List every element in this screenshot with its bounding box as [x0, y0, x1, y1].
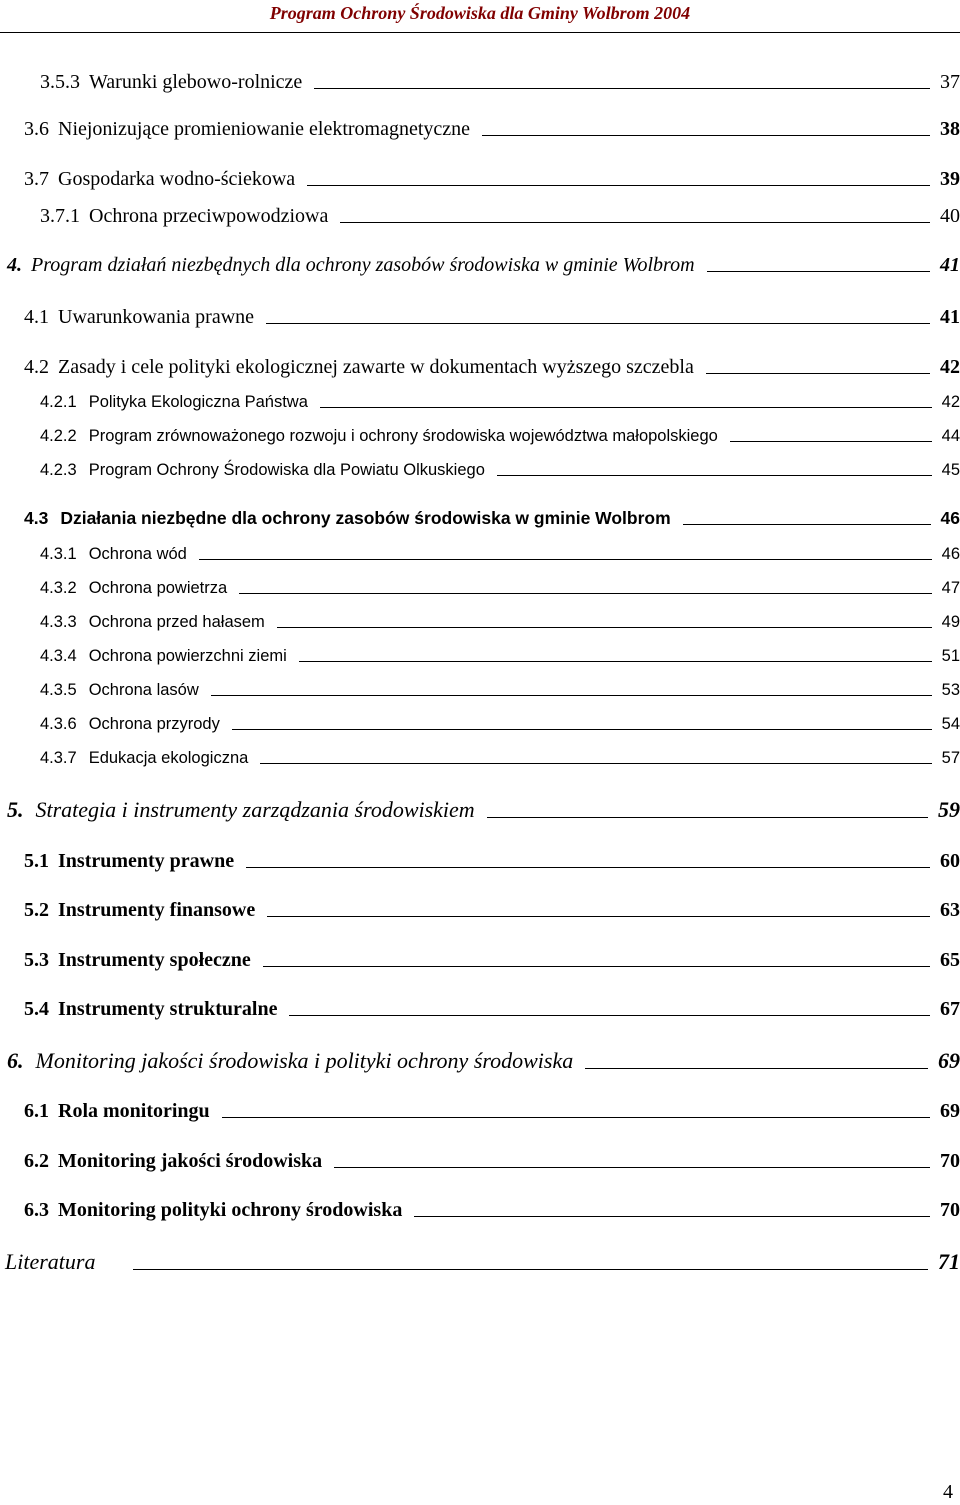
toc-entry[interactable]: [24, 851, 960, 871]
toc-entry[interactable]: [40, 394, 960, 411]
toc-leader-line: [260, 763, 931, 764]
toc-entry-number: 5.2: [24, 899, 49, 921]
toc-chapter-entry[interactable]: [7, 255, 960, 275]
toc-leader-line: [314, 88, 930, 89]
toc-entry-number: 3.5.3: [40, 71, 80, 93]
toc-entry-title: Instrumenty społeczne: [58, 949, 251, 971]
toc-entry-number: 4.3.4: [40, 647, 77, 665]
document-header-title: Program Ochrony Środowiska dla Gminy Wolbrom 2004: [269, 3, 691, 23]
toc-entry-title: Instrumenty prawne: [58, 850, 235, 872]
toc-entry[interactable]: [40, 462, 960, 479]
toc-entry-title: Ochrona powierzchni ziemi: [88, 647, 287, 665]
toc-entry-title: Warunki glebowo-rolnicze: [89, 71, 303, 93]
toc-leader-line: [340, 222, 930, 223]
toc-leader-line: [263, 966, 930, 967]
toc-entry-page: 69: [940, 1100, 960, 1122]
toc-entry-number: 6.2: [24, 1150, 49, 1172]
toc-entry-number: 4.2.3: [40, 461, 77, 479]
toc-entry-title: Działania niezbędne dla ochrony zasobów środowiska w gminie Wolbrom: [60, 508, 671, 528]
toc-entry-page: 39: [940, 168, 960, 190]
toc-entry-page: 40: [940, 205, 960, 227]
toc-leader-line: [487, 817, 928, 818]
toc-leader-line: [334, 1167, 930, 1168]
toc-entry-page: 38: [940, 118, 960, 140]
toc-entry-number: 5.1: [24, 850, 49, 872]
toc-entry-number: 4.: [7, 254, 22, 276]
header-divider: [0, 32, 960, 33]
toc-bibliography-entry[interactable]: [5, 1251, 960, 1273]
toc-leader-line: [683, 524, 931, 525]
toc-entry-number: 3.6: [24, 118, 49, 140]
toc-entry-page: 37: [940, 71, 960, 93]
toc-leader-line: [320, 407, 932, 408]
toc-leader-line: [246, 867, 930, 868]
toc-entry-page: 59: [938, 797, 960, 822]
toc-entry[interactable]: [40, 648, 960, 665]
toc-entry-title: Literatura: [5, 1249, 96, 1274]
toc-entry-title: Ochrona przyrody: [88, 715, 220, 733]
toc-leader-line: [232, 729, 932, 730]
toc-leader-line: [289, 1015, 930, 1016]
toc-entry-page: 45: [941, 461, 960, 479]
toc-chapter-entry[interactable]: [7, 1050, 960, 1072]
toc-entry-page: 46: [940, 508, 960, 528]
toc-entry-title: Zasady i cele polityki ekologicznej zawarte w dokumentach wyższego szczebla: [58, 356, 694, 378]
toc-entry[interactable]: [40, 750, 960, 767]
toc-entry[interactable]: [24, 999, 960, 1019]
toc-leader-line: [211, 695, 932, 696]
toc-entry-number: 5.3: [24, 949, 49, 971]
toc-entry-number: 4.2: [24, 356, 49, 378]
toc-entry-title: Instrumenty strukturalne: [58, 998, 278, 1020]
toc-entry-title: Ochrona lasów: [88, 681, 199, 699]
toc-entry-number: 3.7.1: [40, 205, 80, 227]
toc-entry-title: Program działań niezbędnych dla ochrony zasobów środowiska w gminie Wolbrom: [31, 254, 695, 276]
toc-entry-title: Instrumenty finansowe: [58, 899, 256, 921]
toc-entry-page: 42: [941, 393, 960, 411]
toc-entry-number: 5.: [7, 797, 24, 822]
toc-entry[interactable]: [24, 950, 960, 970]
toc-entry-page: 63: [940, 899, 960, 921]
toc-entry[interactable]: [24, 1101, 960, 1121]
toc-entry-title: Program zrównoważonego rozwoju i ochrony środowiska województwa małopolskiego: [88, 427, 718, 445]
toc-entry-page: 46: [941, 545, 960, 563]
toc-entry-number: 6.: [7, 1048, 24, 1073]
toc-entry-page: 69: [938, 1048, 960, 1073]
toc-entry-page: 42: [940, 356, 960, 378]
toc-entry-number: 4.1: [24, 306, 49, 328]
toc-entry-page: 70: [940, 1150, 960, 1172]
toc-leader-line: [239, 593, 931, 594]
toc-leader-line: [133, 1269, 928, 1270]
toc-entry-title: Edukacja ekologiczna: [88, 749, 249, 767]
toc-entry-title: Monitoring jakości środowiska: [58, 1150, 323, 1172]
page-number: 4: [943, 1481, 953, 1503]
toc-entry[interactable]: [24, 1200, 960, 1220]
toc-leader-line: [299, 661, 932, 662]
toc-entry-title: Ochrona wód: [88, 545, 187, 563]
toc-entry[interactable]: [40, 716, 960, 733]
toc-entry-title: Ochrona powietrza: [88, 579, 228, 597]
toc-entry-title: Strategia i instrumenty zarządzania środowiskiem: [35, 797, 475, 822]
toc-entry-number: 4.3.7: [40, 749, 77, 767]
toc-entry[interactable]: [40, 614, 960, 631]
toc-entry-page: 70: [940, 1199, 960, 1221]
toc-entry[interactable]: [40, 72, 960, 92]
toc-entry-number: 4.3.3: [40, 613, 77, 631]
toc-entry[interactable]: [40, 428, 960, 445]
toc-entry[interactable]: [24, 900, 960, 920]
toc-entry[interactable]: [40, 206, 960, 226]
toc-entry-title: Ochrona przeciwpowodziowa: [89, 205, 329, 227]
toc-leader-line: [730, 441, 932, 442]
toc-entry-number: 4.2.1: [40, 393, 77, 411]
toc-entry-title: Rola monitoringu: [58, 1100, 210, 1122]
toc-leader-line: [707, 271, 930, 272]
toc-entry-number: 4.2.2: [40, 427, 77, 445]
toc-entry-page: 41: [940, 254, 960, 276]
toc-leader-line: [266, 323, 930, 324]
toc-entry-number: 4.3: [24, 508, 49, 528]
toc-entry-page: 41: [940, 306, 960, 328]
toc-leader-line: [497, 475, 932, 476]
toc-entry-number: 4.3.2: [40, 579, 77, 597]
toc-entry-page: 47: [941, 579, 960, 597]
toc-entry-page: 60: [940, 850, 960, 872]
toc-entry-page: 49: [941, 613, 960, 631]
toc-entry-number: 3.7: [24, 168, 49, 190]
toc-entry-number: 4.3.1: [40, 545, 77, 563]
toc-entry[interactable]: [24, 510, 960, 528]
toc-leader-line: [482, 135, 930, 136]
toc-entry[interactable]: [40, 546, 960, 563]
toc-entry-title: Niejonizujące promieniowanie elektromagnetyczne: [58, 118, 471, 140]
toc-leader-line: [414, 1216, 930, 1217]
toc-chapter-entry[interactable]: [7, 799, 960, 821]
toc-entry-title: Program Ochrony Środowiska dla Powiatu Olkuskiego: [88, 461, 485, 479]
toc-entry[interactable]: [24, 307, 960, 327]
toc-entry[interactable]: [40, 682, 960, 699]
toc-leader-line: [585, 1068, 928, 1069]
toc-entry-page: 71: [938, 1249, 960, 1274]
toc-entry[interactable]: [24, 119, 960, 139]
toc-entry-page: 54: [941, 715, 960, 733]
toc-entry-number: 4.3.5: [40, 681, 77, 699]
toc-entry-title: Monitoring polityki ochrony środowiska: [58, 1199, 403, 1221]
toc-leader-line: [267, 916, 930, 917]
toc-entry-page: 44: [941, 427, 960, 445]
toc-entry[interactable]: [24, 357, 960, 377]
toc-entry[interactable]: [40, 580, 960, 597]
toc-entry[interactable]: [24, 169, 960, 189]
toc-entry-title: Ochrona przed hałasem: [88, 613, 265, 631]
toc-entry[interactable]: [24, 1151, 960, 1171]
toc-entry-number: 4.3.6: [40, 715, 77, 733]
toc-leader-line: [199, 559, 932, 560]
toc-entry-page: 53: [941, 681, 960, 699]
toc-leader-line: [222, 1117, 930, 1118]
toc-leader-line: [277, 627, 932, 628]
toc-entry-number: 5.4: [24, 998, 49, 1020]
toc-entry-title: Uwarunkowania prawne: [58, 306, 255, 328]
toc-entry-page: 65: [940, 949, 960, 971]
toc-entry-title: Monitoring jakości środowiska i polityki ochrony środowiska: [35, 1048, 574, 1073]
toc-entry-number: 6.3: [24, 1199, 49, 1221]
toc-leader-line: [706, 373, 930, 374]
toc-entry-page: 51: [941, 647, 960, 665]
toc-leader-line: [307, 185, 930, 186]
toc-entry-page: 67: [940, 998, 960, 1020]
toc-entry-title: Polityka Ekologiczna Państwa: [88, 393, 308, 411]
toc-entry-number: 6.1: [24, 1100, 49, 1122]
toc-entry-page: 57: [941, 749, 960, 767]
toc-entry-title: Gospodarka wodno-ściekowa: [58, 168, 296, 190]
